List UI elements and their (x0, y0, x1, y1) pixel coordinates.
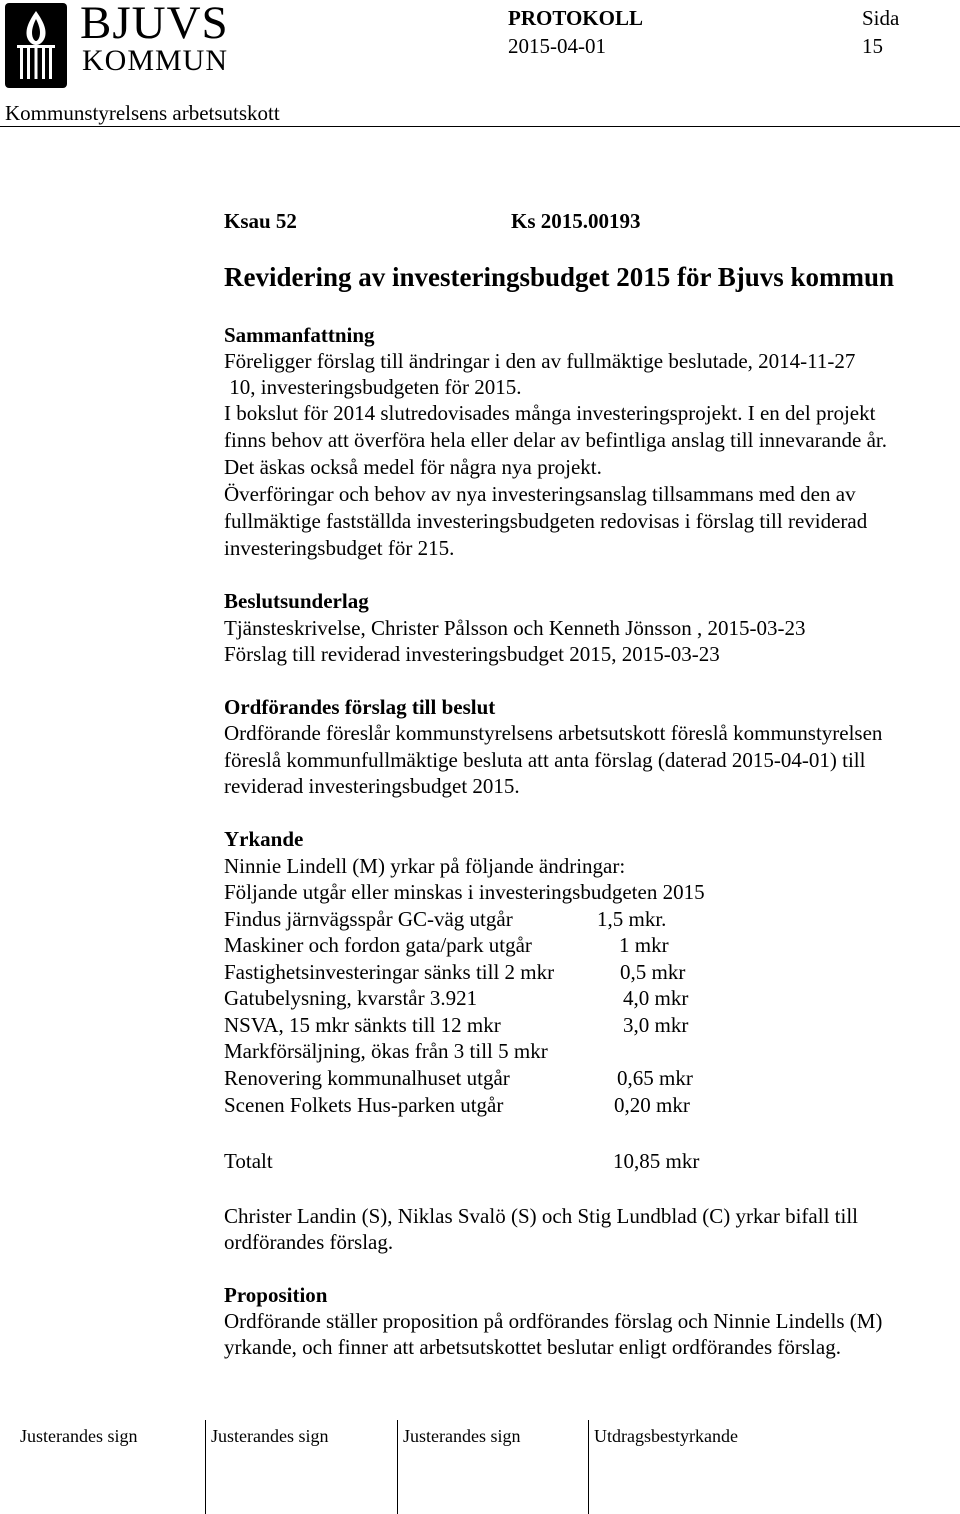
proposition-line: yrkande, och finner att arbetsutskottet beslutar enligt ordförandes förslag. (224, 1335, 841, 1359)
proposition-line: Ordförande ställer proposition på ordförandes förslag och Ninnie Lindells (M) (224, 1309, 883, 1333)
motion-item-label: Fastighetsinvesteringar sänks till 2 mkr (224, 960, 555, 984)
section-heading-yrkande: Yrkande (224, 827, 304, 851)
motion-item-amount: 0,5 mkr (620, 960, 686, 984)
motion-item-label: Markförsäljning, ökas från 3 till 5 mkr (224, 1039, 548, 1063)
basis-line: Förslag till reviderad investeringsbudget 2015, 2015-03-23 (224, 642, 720, 666)
extract-certification-label: Utdragsbestyrkande (594, 1426, 738, 1446)
signature-label: Justerandes sign (211, 1426, 329, 1446)
page-title: Revidering av investeringsbudget 2015 för Bjuvs kommun (224, 262, 895, 292)
summary-line: Föreligger förslag till ändringar i den av fullmäktige beslutade, 2014-11-27 (224, 349, 856, 373)
header-divider (0, 126, 960, 127)
summary-line: Det äskas också medel för några nya projekt. (224, 455, 602, 479)
proposal-line: föreslå kommunfullmäktige besluta att anta förslag (daterad 2015-04-01) till (224, 748, 866, 772)
motion-item-amount: 1,5 mkr. (597, 907, 667, 931)
motion-item-label: Scenen Folkets Hus-parken utgår (224, 1093, 504, 1117)
proposal-line: reviderad investeringsbudget 2015. (224, 774, 520, 798)
page-number: 15 (862, 34, 883, 58)
summary-line: I bokslut för 2014 slutredovisades många investeringsprojekt. I en del projekt (224, 401, 876, 425)
summary-line: finns behov att överföra hela eller delar av befintliga anslag till innevarande år. (224, 428, 887, 452)
case-reference: Ksau 52 (224, 209, 297, 233)
signature-label: Justerandes sign (403, 1426, 521, 1446)
proposal-line: Ordförande föreslår kommunstyrelsens arbetsutskott föreslå kommunstyrelsen (224, 721, 883, 745)
motion-item (224, 959, 744, 985)
summary-line: Överföringar och behov av nya investeringsanslag tillsammans med den av (224, 482, 856, 506)
torch-emblem-icon (5, 3, 67, 88)
motion-item (224, 932, 744, 958)
signature-divider (205, 1420, 206, 1514)
motion-intro-line: Ninnie Lindell (M) yrkar på följande ändringar: (224, 854, 626, 878)
motion-item-label: Findus järnvägsspår GC-väg utgår (224, 907, 513, 931)
motion-total-label: Totalt (224, 1149, 273, 1173)
signature-divider (397, 1420, 398, 1514)
summary-line: 10, investeringsbudgeten för 2015. (224, 375, 522, 399)
motion-item-amount: 1 mkr (619, 933, 669, 957)
document-date: 2015-04-01 (508, 34, 606, 58)
page-label: Sida (862, 6, 900, 30)
summary-line: fullmäktige fastställda investeringsbudgeten redovisas i förslag till reviderad (224, 509, 868, 533)
motion-item (224, 1092, 744, 1118)
support-line: ordförandes förslag. (224, 1230, 394, 1254)
support-line: Christer Landin (S), Niklas Svalö (S) och Stig Lundblad (C) yrkar bifall till (224, 1204, 858, 1228)
motion-item (224, 1065, 744, 1091)
motion-item-label: Maskiner och fordon gata/park utgår (224, 933, 532, 957)
summary-line: investeringsbudget för 215. (224, 536, 455, 560)
motion-total-amount: 10,85 mkr (613, 1149, 700, 1173)
section-heading-sammanfattning: Sammanfattning (224, 323, 375, 347)
motion-item-amount: 0,65 mkr (617, 1066, 693, 1090)
motion-item (224, 1012, 744, 1038)
motion-item-label: Renovering kommunalhuset utgår (224, 1066, 510, 1090)
signature-label: Justerandes sign (20, 1426, 138, 1446)
logo-subtitle: KOMMUN (82, 44, 229, 77)
municipality-logo (0, 0, 300, 95)
motion-item (224, 1038, 744, 1064)
motion-item-label: Gatubelysning, kvarstår 3.921 (224, 986, 478, 1010)
motion-total (224, 1148, 744, 1174)
motion-item-amount: 4,0 mkr (623, 986, 689, 1010)
motion-item (224, 985, 744, 1011)
case-number: Ks 2015.00193 (511, 209, 641, 233)
motion-item-label: NSVA, 15 mkr sänkts till 12 mkr (224, 1013, 501, 1037)
document-type: PROTOKOLL (508, 6, 643, 30)
motion-item (224, 906, 744, 932)
motion-item-amount: 3,0 mkr (623, 1013, 689, 1037)
motion-intro-line: Följande utgår eller minskas i investeringsbudgeten 2015 (224, 880, 705, 904)
section-heading-beslutsunderlag: Beslutsunderlag (224, 589, 369, 613)
basis-line: Tjänsteskrivelse, Christer Pålsson och Kenneth Jönsson , 2015-03-23 (224, 616, 806, 640)
logo-name: BJUVS (80, 0, 229, 49)
motion-item-amount: 0,20 mkr (614, 1093, 690, 1117)
section-heading-ordforande: Ordförandes förslag till beslut (224, 695, 496, 719)
signature-divider (588, 1420, 589, 1514)
section-heading-proposition: Proposition (224, 1283, 328, 1307)
committee-name: Kommunstyrelsens arbetsutskott (5, 101, 280, 125)
